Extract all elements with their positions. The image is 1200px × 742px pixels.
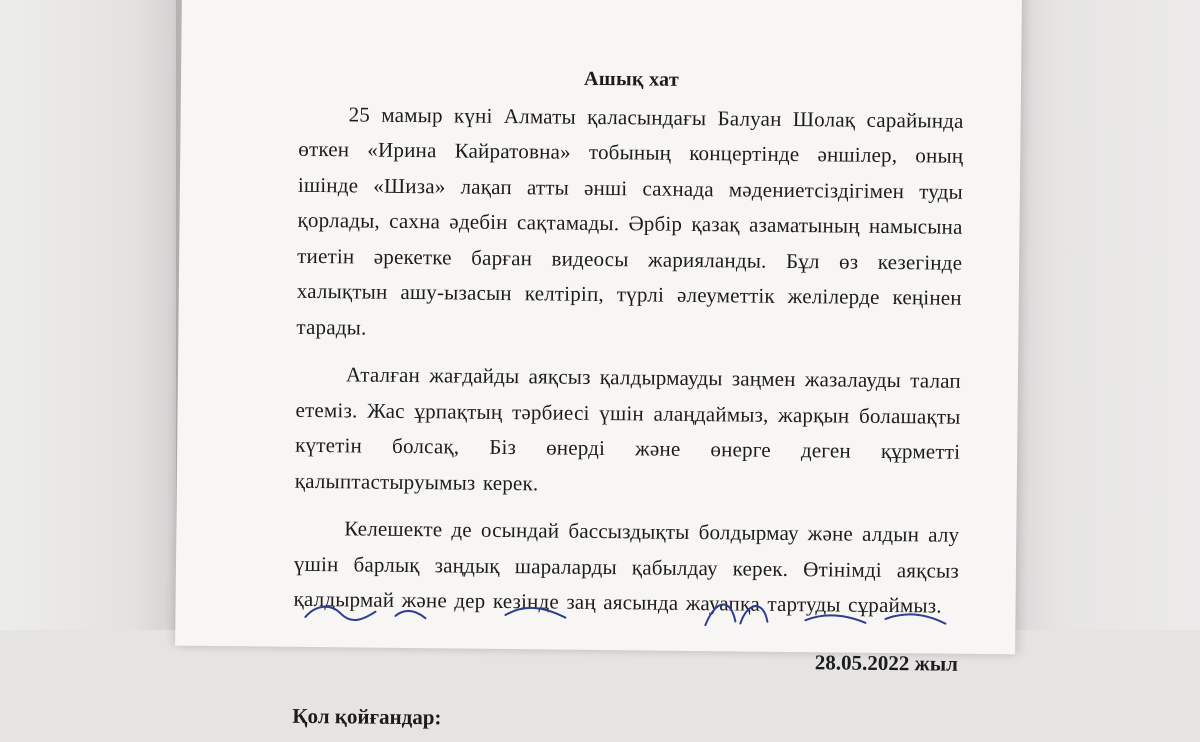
letter-date: 28.05.2022 жыл [814,649,959,676]
paragraph-1: 25 мамыр күні Алматы қаласындағы Балуан Шолақ сарайында өткен «Ирина Кайратовна» тобының концертінде әншілер, оның ішінде «Шиза» лақап атты әнші сахнада мәдениетсіздігімен туды қорлады, сахна әдебін сақтамады. Әрбір қазақ азаматының намысына тиетін әрекетке барған видеосы жарияланды. Бұл өз кезегінде халықтын ашу-ызасын келтіріп, түрлі әлеуметтік желілерде кеңінен тарады. [296,101,964,340]
letter-body [292,59,964,741]
paragraph-2: Аталған жағдайды аяқсыз қалдырмауды заңмен жазалауды талап етеміз. Жас ұрпақтың тәрбиесі үшін алаңдаймыз, жарқын болашақты күтетін болсақ, Біз өнерді және өнерге деген құрметті қалыптастыруымыз керек. [294,362,962,495]
signers-label: Қол қойғандар: [292,703,442,730]
background-right [1000,0,1200,630]
handwritten-signatures [285,587,975,634]
letter-title: Ашық хат [583,67,680,91]
paragraph-3: Келешекте де осындай бассыздықты болдырмау және алдын алу үшін барлық заңдық шараларды қабылдау керек. Өтінімді аяқсыз қалдырмай және дер кезінде заң аясында жауапқа тартуды сұраймыз. [293,516,960,618]
letter-sheet [175,0,1022,730]
background-left [0,0,190,630]
